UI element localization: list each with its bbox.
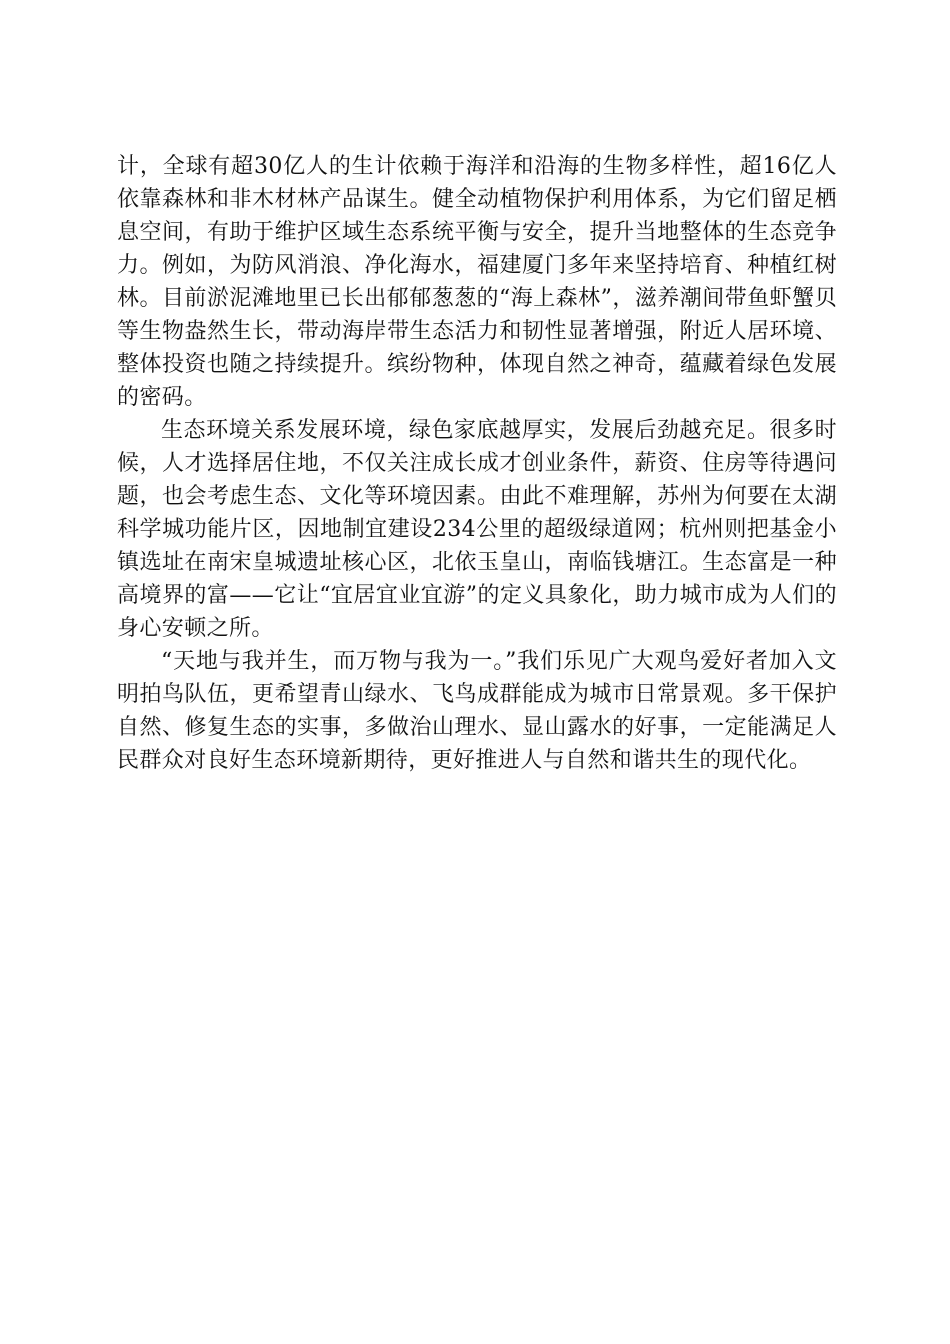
paragraph-continued: 计，全球有超30亿人的生计依赖于海洋和沿海的生物多样性，超16亿人依靠森林和非木材林产品谋生。健全动植物保护利用体系，为它们留足栖息空间，有助于维护区域生态系统平衡与安全，提升当地整体的生态竞争力。例如，为防风消浪、净化海水，福建厦门多年来坚持培育、种植红树林。目前淤泥滩地里已长出郁郁葱葱的“海上森林”，滋养潮间带鱼虾蟹贝等生物盎然生长，带动海岸带生态活力和韧性显著增强，附近人居环境、整体投资也随之持续提升。缤纷物种，体现自然之神奇，蕴藏着绿色发展的密码。 [117, 154, 837, 410]
article-body [117, 150, 837, 777]
paragraph-conclusion: “天地与我并生，而万物与我为一。”我们乐见广大观鸟爱好者加入文明拍鸟队伍，更希望青山绿水、飞鸟成群能成为城市日常景观。多干保护自然、修复生态的实事，多做治山理水、显山露水的好事，一定能满足人民群众对良好生态环境新期待，更好推进人与自然和谐共生的现代化。 [117, 649, 837, 773]
paragraph-ecology-development: 生态环境关系发展环境，绿色家底越厚实，发展后劲越充足。很多时候，人才选择居住地，不仅关注成长成才创业条件，薪资、住房等待遇问题，也会考虑生态、文化等环境因素。由此不难理解，苏州为何要在太湖科学城功能片区，因地制宜建设234公里的超级绿道网；杭州则把基金小镇选址在南宋皇城遗址核心区，北依玉皇山，南临钱塘江。生态富是一种高境界的富——它让“宜居宜业宜游”的定义具象化，助力城市成为人们的身心安顿之所。 [117, 418, 837, 641]
